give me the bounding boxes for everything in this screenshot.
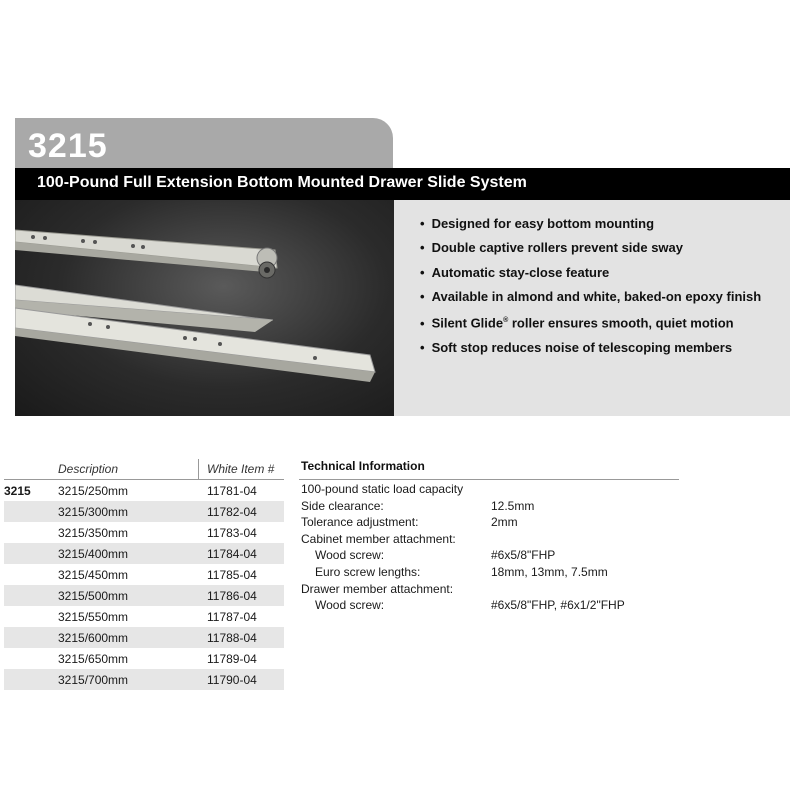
row-item-number: 11784-04 — [207, 547, 257, 561]
tech-row — [299, 497, 679, 514]
tech-value: 18mm, 13mm, 7.5mm — [491, 564, 608, 579]
feature-panel — [394, 200, 790, 416]
feature-item: • Available in almond and white, baked-on epoxy finish — [420, 285, 790, 309]
tech-label: 100-pound static load capacity — [301, 482, 464, 496]
row-item-number: 11783-04 — [207, 526, 257, 540]
row-item-number: 11782-04 — [207, 505, 257, 519]
tech-label: Wood screw: — [315, 598, 385, 613]
bullet-icon: • — [420, 315, 425, 331]
row-item-number: 11788-04 — [207, 631, 257, 645]
feature-item: • Silent Glide® roller ensures smooth, quiet motion — [420, 309, 790, 336]
header-divider — [198, 459, 199, 479]
tech-label: Drawer member attachment: — [301, 581, 454, 596]
tech-label: Side clearance: — [301, 498, 384, 513]
feature-item: • Designed for easy bottom mounting — [420, 212, 790, 236]
tech-row — [299, 530, 679, 547]
table-row — [4, 501, 284, 522]
tech-label: Cabinet member attachment: — [301, 531, 456, 546]
tech-row — [299, 580, 679, 597]
tech-label: Wood screw: — [315, 548, 385, 563]
tech-label: Euro screw lengths: — [315, 564, 421, 579]
table-row — [4, 606, 284, 627]
tech-value: 2mm — [491, 515, 518, 530]
feature-item: • Double captive rollers prevent side sway — [420, 236, 790, 260]
table-row — [4, 480, 284, 501]
bullet-icon: • — [420, 216, 425, 231]
row-description: 3215/550mm — [58, 610, 129, 624]
feature-item: • Soft stop reduces noise of telescoping members — [420, 336, 790, 360]
bullet-icon: • — [420, 288, 425, 304]
tech-label: Tolerance adjustment: — [301, 515, 419, 530]
feature-item: • Automatic stay-close feature — [420, 261, 790, 285]
table-row — [4, 585, 284, 606]
row-description: 3215/300mm — [58, 505, 129, 519]
feature-list — [394, 200, 790, 360]
row-description: 3215/500mm — [58, 589, 129, 603]
row-description: 3215/350mm — [58, 526, 129, 540]
bullet-icon: • — [420, 240, 425, 256]
tech-value: 12.5mm — [491, 498, 535, 513]
table-row — [4, 522, 284, 543]
row-description: 3215/600mm — [58, 631, 129, 645]
row-description: 3215/450mm — [58, 568, 129, 582]
tech-value: #6x5/8"FHP, #6x1/2"FHP — [491, 598, 625, 613]
row-description: 3215/700mm — [58, 673, 129, 687]
row-description: 3215/400mm — [58, 547, 129, 561]
table-row — [4, 648, 284, 669]
registered-mark: ® — [503, 317, 509, 325]
row-item-number: 11785-04 — [207, 568, 257, 582]
row-item-number: 11781-04 — [207, 484, 257, 498]
tech-row — [299, 596, 679, 613]
row-item-number: 11789-04 — [207, 652, 257, 666]
model-number: 3215 — [28, 127, 108, 165]
header-description: Description — [58, 462, 119, 476]
table-row — [4, 669, 284, 690]
bullet-icon: • — [420, 339, 425, 355]
tech-row — [299, 563, 679, 580]
drawer-slide-image — [15, 200, 394, 416]
row-description: 3215/650mm — [58, 652, 129, 666]
bullet-icon: • — [420, 264, 425, 280]
row-description: 3215/250mm — [58, 484, 129, 498]
row-item-number: 11786-04 — [207, 589, 257, 603]
tech-row — [299, 480, 679, 497]
technical-title: Technical Information — [299, 457, 679, 480]
tech-row — [299, 513, 679, 530]
table-row — [4, 627, 284, 648]
row-model-label: 3215 — [4, 484, 31, 498]
product-title: 100-Pound Full Extension Bottom Mounted Drawer Slide System — [37, 174, 527, 191]
technical-info — [299, 457, 679, 613]
row-item-number: 11787-04 — [207, 610, 257, 624]
table-row — [4, 543, 284, 564]
table-row — [4, 564, 284, 585]
table-header — [4, 459, 284, 480]
tech-value: #6x5/8"FHP — [491, 548, 556, 563]
item-table — [4, 459, 284, 690]
row-item-number: 11790-04 — [207, 673, 257, 687]
product-photo — [15, 200, 394, 416]
tech-row — [299, 546, 679, 563]
header-item: White Item # — [207, 462, 275, 476]
